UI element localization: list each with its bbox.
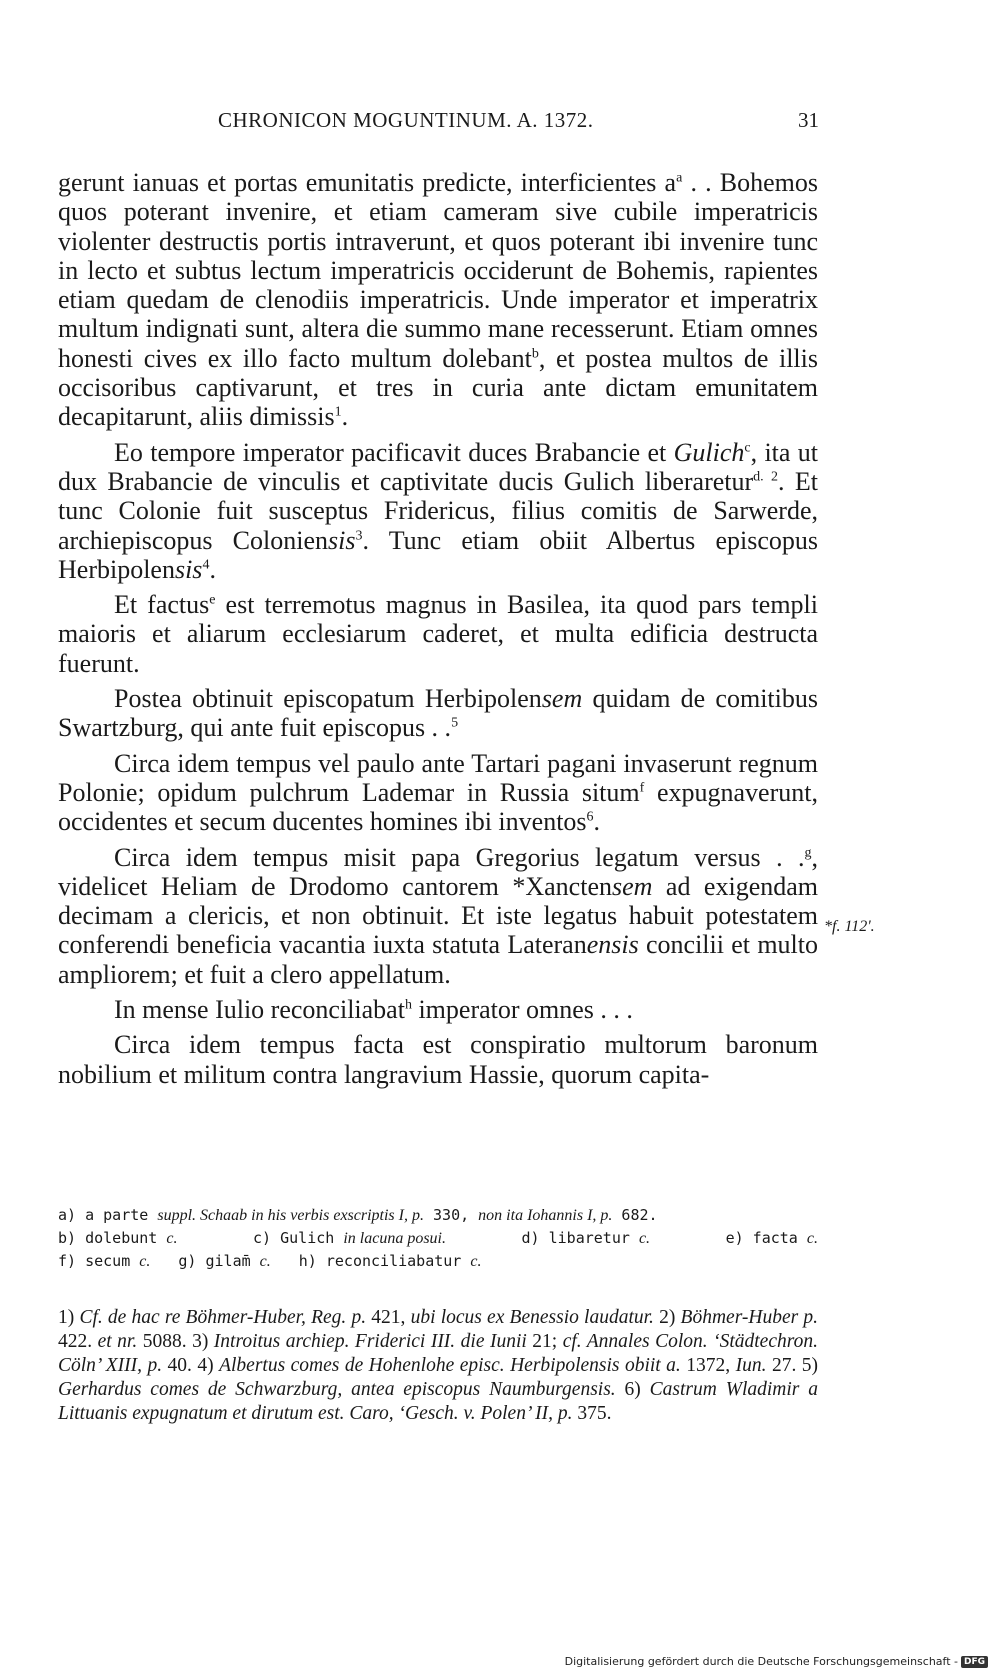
apparatus-ref: c xyxy=(744,440,751,456)
apparatus-line: b) dolebunt c. c) Gulich in lacuna posui. d) libaretur c. e) facta c. xyxy=(58,1229,818,1247)
paragraph: gerunt ianuas et portas emunitatis predicte, interficientes $a^a$ . . Bohemos quos poterant invenire, et etiam cameram sive cubile imperatricis violenter destructis portis intraverunt, et quos poterant ibi invenire tunc in lecto et subtus lectum imperatricis occiderunt de Bohemis, rapientes etiam quedam de clenodiis imperatricis. Unde imperator et imperatrix multum indignati sunt, altera die summo mane recesserunt. Etiam omnes honesti cives ex illo facto multum dolebant$^b$, et postea multos de illis occisoribus captivarunt, et tres in curia ante dictam emunitatem decapitarunt, aliis dimissis$^1$. xyxy=(58,168,818,432)
apparatus-ref: h xyxy=(404,997,412,1013)
apparatus-ref: g xyxy=(804,844,812,860)
critical-apparatus xyxy=(58,1204,818,1273)
paragraph: Postea obtinuit episcopatum Herbipolensem quidam de comitibus Swartzburg, qui ante fuit episcopus . .$^5$ xyxy=(58,684,818,743)
apparatus-line: a) a parte suppl. Schaab in his verbis exscriptis I, p. 330, non ita Iohannis I, p. 682. xyxy=(58,1206,658,1224)
page-number: 31 xyxy=(798,108,819,132)
note-ref: 5 xyxy=(451,715,459,731)
paragraph: Circa idem tempus misit papa Gregorius legatum versus . .$^g$, videlicet Heliam de Drodomo cantorem *Xanctensem ad exigendam decimam a clericis, et non obtinuit. Et iste legatus habuit potestatem conferendi beneficia vacantia iuxta statuta Lateranensis concilii et multo ampliorem; et fuit a clero appellatum. xyxy=(58,842,819,989)
apparatus-line: f) secum c. g) gilam̄ c. h) reconciliabatur c. xyxy=(58,1252,482,1270)
paragraph: Et factus$^e$ est terremotus magnus in Basilea, ita quod pars templi maioris et aliarum ecclesiarum caderet, et multa edificia destructa fuerunt. xyxy=(58,590,818,678)
note-ref: 6 xyxy=(586,809,594,825)
dfg-logo: DFG xyxy=(961,1656,988,1668)
paragraph: Circa idem tempus facta est conspiratio multorum baronum nobilium et militum contra langravium Hassie, quorum capita- xyxy=(58,1030,818,1089)
apparatus-ref: e xyxy=(209,592,216,608)
running-header xyxy=(0,108,1000,138)
credit-text: Digitalisierung gefördert durch die Deutsche Forschungsgemeinschaft - xyxy=(564,1655,958,1668)
note-ref: 4 xyxy=(202,557,210,573)
paragraph: Eo tempore imperator pacificavit duces Brabancie et Gulich$^c$, ita ut dux Brabancie de vinculis et captivitate ducis Gulich liberaretur$^{d. 2}$. Et tunc Colonie fuit susceptus Fridericus, filius comitis de Sarwerde, archiepiscopus Coloniensis$^3$. Tunc etiam obiit Albertus episcopus Herbipolensis$^4$. xyxy=(58,437,819,584)
note-ref: 3 xyxy=(355,527,363,543)
apparatus-ref: a xyxy=(676,170,683,186)
marginal-folio-note: *f. 112'. xyxy=(824,918,875,935)
main-text xyxy=(58,168,818,1089)
apparatus-ref: d. 2 xyxy=(753,469,779,485)
apparatus-ref: b xyxy=(531,346,539,362)
note-ref: 1 xyxy=(334,404,342,420)
running-title: CHRONICON MOGUNTINUM. A. 1372. xyxy=(218,108,594,132)
digitization-credit xyxy=(565,1655,988,1668)
paragraph: Circa idem tempus vel paulo ante Tartari pagani invaserunt regnum Polonie; opidum pulchrum Lademar in Russia situm$^f$ expugnaverunt, occidentes et secum ducentes homines ibi inventos$^6$. xyxy=(58,748,818,837)
apparatus-ref: f xyxy=(639,780,645,796)
paragraph: In mense Iulio reconciliabat$^h$ imperator omnes . . . xyxy=(114,995,633,1025)
historical-notes: 1) Cf. de hac re Böhmer-Huber, Reg. p. 421, ubi locus ex Benessio laudatur. 2) Böhmer-Huber p. 422. et nr. 5088. 3) Introitus archiep. Friderici III. die Iunii 21; cf. Annales Colon. ‘Städtechron. Cöln’ XIII, p. 40. 4) Albertus comes de Hohenlohe episc. Herbipolensis obiit a. 1372, Iun. 27. 5) Gerhardus comes de Schwarzburg, antea episcopus Naumburgensis. 6) Castrum Wladimir a Littuanis expugnatum et dirutum est. Caro, ‘Gesch. v. Polen’ II, p. 375. xyxy=(58,1307,819,1424)
